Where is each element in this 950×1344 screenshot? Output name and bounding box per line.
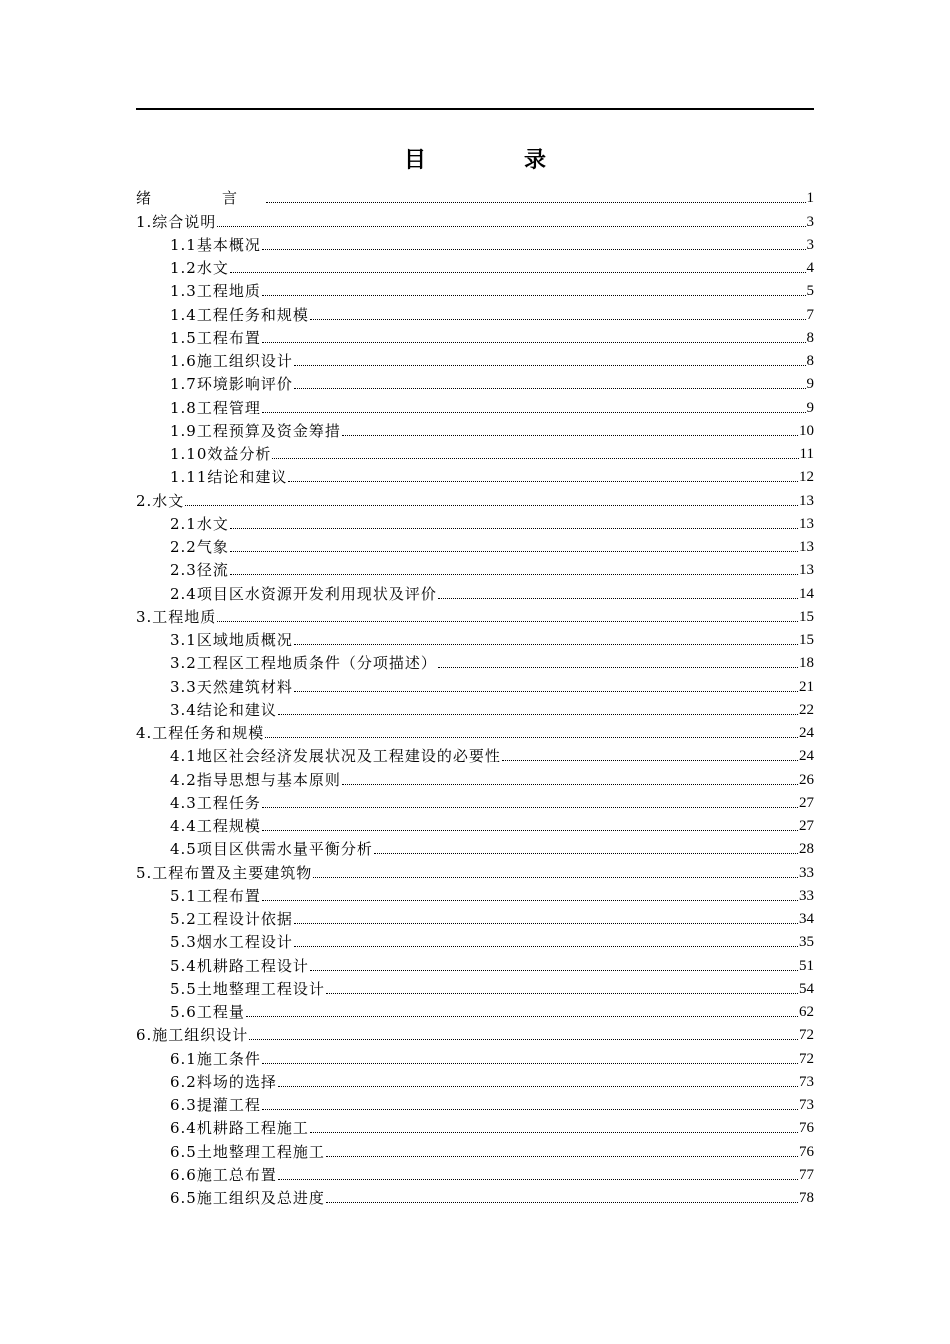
toc-entry[interactable] bbox=[136, 672, 814, 695]
toc-entry-label: 1.3工程地质 bbox=[170, 282, 261, 301]
toc-entry-label: 6.5施工组织及总进度 bbox=[170, 1189, 325, 1207]
dot-leader bbox=[326, 1202, 798, 1203]
dot-leader bbox=[262, 295, 806, 296]
toc-entry-page-number: 27 bbox=[799, 818, 814, 834]
toc-entry-label: 1.10效益分析 bbox=[170, 445, 272, 463]
toc-entry-label: 3.2工程区工程地质条件（分项描述） bbox=[170, 654, 437, 673]
toc-entry[interactable] bbox=[136, 556, 814, 579]
dot-leader bbox=[278, 714, 798, 715]
toc-entry-page-number: 26 bbox=[799, 771, 814, 788]
toc-entry-page-number: 1 bbox=[806, 190, 814, 207]
dot-leader bbox=[217, 621, 798, 622]
toc-entry-page-number: 15 bbox=[799, 608, 814, 625]
toc-entry-label: 6.3提灌工程 bbox=[170, 1096, 261, 1114]
toc-entry[interactable] bbox=[136, 649, 814, 672]
toc-entry-page-number: 11 bbox=[799, 446, 814, 462]
toc-entry-page-number: 73 bbox=[799, 1097, 814, 1113]
toc-entry-label: 5.4机耕路工程设计 bbox=[170, 956, 309, 975]
toc-entry-label: 绪 言 bbox=[136, 189, 266, 208]
toc-entry[interactable] bbox=[136, 998, 814, 1021]
toc-entry-page-number: 12 bbox=[799, 469, 814, 486]
dot-leader bbox=[342, 435, 798, 436]
toc-entry[interactable] bbox=[136, 1091, 814, 1114]
toc-entry-label: 5.工程布置及主要建筑物 bbox=[136, 863, 313, 882]
toc-entry-page-number: 76 bbox=[799, 1143, 814, 1160]
toc-entry-label: 1.8工程管理 bbox=[170, 398, 261, 417]
toc-entry[interactable] bbox=[136, 300, 814, 323]
toc-entry-page-number: 21 bbox=[799, 678, 814, 695]
toc-entry[interactable] bbox=[136, 254, 814, 277]
dot-leader bbox=[502, 760, 798, 761]
toc-entry-label: 5.5土地整理工程设计 bbox=[170, 979, 325, 998]
toc-entry-page-number: 27 bbox=[799, 794, 814, 811]
toc-entry[interactable] bbox=[136, 696, 814, 719]
toc-entry-label: 2.4项目区水资源开发利用现状及评价 bbox=[170, 584, 437, 603]
toc-entry-page-number: 54 bbox=[799, 980, 814, 997]
dot-leader bbox=[230, 528, 798, 529]
toc-entry-page-number: 18 bbox=[799, 655, 814, 672]
dot-leader bbox=[262, 1063, 798, 1064]
toc-entry-page-number: 35 bbox=[799, 934, 814, 951]
dot-leader bbox=[294, 644, 798, 645]
toc-entry[interactable] bbox=[136, 905, 814, 928]
toc-entry[interactable] bbox=[136, 370, 814, 393]
dot-leader bbox=[230, 551, 798, 552]
toc-entry-label: 6.1施工条件 bbox=[170, 1049, 261, 1068]
toc-entry-page-number: 5 bbox=[806, 283, 814, 300]
dot-leader bbox=[265, 737, 798, 738]
toc-entry-label: 3.1区域地质概况 bbox=[170, 631, 293, 649]
toc-entry-label: 2.1水文 bbox=[170, 514, 229, 533]
dot-leader bbox=[342, 784, 798, 785]
toc-entry-page-number: 8 bbox=[806, 329, 814, 346]
toc-entry-label: 5.6工程量 bbox=[170, 1003, 245, 1021]
toc-entry-label: 5.3烟水工程设计 bbox=[170, 933, 293, 952]
toc-entry[interactable] bbox=[136, 486, 814, 509]
toc-entry-label: 1.5工程布置 bbox=[170, 328, 261, 347]
toc-entry-label: 3.4结论和建议 bbox=[170, 700, 277, 719]
toc-entry-page-number: 7 bbox=[806, 306, 814, 323]
toc-entry[interactable] bbox=[136, 626, 814, 649]
toc-entry-label: 1.1基本概况 bbox=[170, 235, 261, 254]
toc-entry[interactable] bbox=[136, 928, 814, 951]
toc-entry[interactable] bbox=[136, 765, 814, 788]
toc-entry-page-number: 78 bbox=[799, 1190, 814, 1206]
dot-leader bbox=[294, 365, 806, 366]
dot-leader bbox=[262, 1109, 798, 1110]
toc-entry-page-number: 34 bbox=[799, 911, 814, 927]
dot-leader bbox=[374, 853, 798, 854]
toc-entry-page-number: 4 bbox=[806, 260, 814, 276]
toc-entry-page-number: 3 bbox=[806, 236, 814, 253]
dot-leader bbox=[294, 388, 806, 389]
toc-entry-page-number: 72 bbox=[799, 1050, 814, 1067]
toc-entry[interactable] bbox=[136, 1161, 814, 1184]
toc-entry[interactable] bbox=[136, 207, 814, 230]
toc-entry-label: 6.2料场的选择 bbox=[170, 1072, 277, 1091]
toc-entry-page-number: 13 bbox=[799, 492, 814, 509]
dot-leader bbox=[294, 923, 798, 924]
toc-entry-page-number: 28 bbox=[799, 841, 814, 858]
dot-leader bbox=[230, 574, 798, 575]
dot-leader bbox=[262, 900, 798, 901]
toc-entry-page-number: 24 bbox=[799, 748, 814, 765]
toc-entry-page-number: 8 bbox=[806, 353, 814, 369]
toc-entry-page-number: 14 bbox=[799, 585, 814, 602]
toc-entry-label: 5.1工程布置 bbox=[170, 886, 261, 905]
toc-entry-page-number: 13 bbox=[799, 515, 814, 532]
toc-entry-label: 1.9工程预算及资金筹措 bbox=[170, 421, 341, 440]
dot-leader bbox=[288, 481, 798, 482]
dot-leader bbox=[266, 202, 805, 203]
dot-leader bbox=[217, 226, 805, 227]
toc-entry[interactable] bbox=[136, 533, 814, 556]
toc-entry-page-number: 73 bbox=[799, 1073, 814, 1090]
toc-entry-page-number: 9 bbox=[806, 399, 814, 416]
toc-list bbox=[136, 184, 814, 1207]
toc-entry-label: 4.工程任务和规模 bbox=[136, 724, 265, 742]
toc-entry[interactable] bbox=[136, 184, 814, 207]
dot-leader bbox=[310, 970, 798, 971]
toc-entry[interactable] bbox=[136, 393, 814, 416]
toc-entry-page-number: 22 bbox=[799, 701, 814, 718]
dot-leader bbox=[230, 272, 806, 273]
toc-entry-page-number: 77 bbox=[799, 1166, 814, 1183]
toc-entry-label: 1.6施工组织设计 bbox=[170, 352, 293, 370]
toc-entry-page-number: 24 bbox=[799, 725, 814, 741]
toc-entry[interactable] bbox=[136, 277, 814, 300]
toc-entry-label: 4.3工程任务 bbox=[170, 793, 261, 812]
dot-leader bbox=[278, 1179, 798, 1180]
toc-entry[interactable] bbox=[136, 975, 814, 998]
dot-leader bbox=[262, 830, 798, 831]
toc-entry-label: 2.3径流 bbox=[170, 561, 229, 580]
toc-entry-label: 1.2水文 bbox=[170, 259, 229, 277]
toc-entry-label: 1.4工程任务和规模 bbox=[170, 305, 309, 324]
toc-entry-page-number: 10 bbox=[799, 422, 814, 439]
toc-entry[interactable] bbox=[136, 1044, 814, 1067]
toc-entry-page-number: 33 bbox=[799, 887, 814, 904]
dot-leader bbox=[278, 1086, 798, 1087]
toc-entry[interactable] bbox=[136, 719, 814, 742]
toc-entry[interactable] bbox=[136, 1137, 814, 1160]
toc-entry[interactable] bbox=[136, 347, 814, 370]
toc-entry[interactable] bbox=[136, 812, 814, 835]
dot-leader bbox=[438, 667, 798, 668]
toc-entry[interactable] bbox=[136, 835, 814, 858]
toc-entry[interactable] bbox=[136, 231, 814, 254]
toc-entry[interactable] bbox=[136, 858, 814, 881]
toc-entry-label: 2.2气象 bbox=[170, 538, 229, 556]
toc-entry[interactable] bbox=[136, 324, 814, 347]
toc-entry-label: 6.施工组织设计 bbox=[136, 1026, 249, 1045]
toc-entry-label: 4.5项目区供需水量平衡分析 bbox=[170, 840, 373, 859]
toc-entry[interactable] bbox=[136, 1068, 814, 1091]
toc-entry[interactable] bbox=[136, 440, 814, 463]
toc-entry-page-number: 51 bbox=[799, 957, 814, 974]
dot-leader bbox=[326, 993, 798, 994]
dot-leader bbox=[310, 1132, 798, 1133]
toc-entry-label: 6.6施工总布置 bbox=[170, 1165, 277, 1184]
toc-entry-page-number: 72 bbox=[799, 1027, 814, 1044]
toc-entry[interactable] bbox=[136, 463, 814, 486]
dot-leader bbox=[262, 807, 798, 808]
dot-leader bbox=[246, 1016, 798, 1017]
toc-entry[interactable] bbox=[136, 510, 814, 533]
toc-entry-label: 1.综合说明 bbox=[136, 212, 217, 231]
toc-entry-page-number: 9 bbox=[806, 376, 814, 393]
dot-leader bbox=[294, 946, 798, 947]
toc-entry[interactable] bbox=[136, 1114, 814, 1137]
toc-entry-label: 5.2工程设计依据 bbox=[170, 910, 293, 928]
toc-entry[interactable] bbox=[136, 417, 814, 440]
toc-entry-page-number: 33 bbox=[799, 864, 814, 881]
toc-entry-page-number: 76 bbox=[799, 1120, 814, 1137]
dot-leader bbox=[262, 342, 806, 343]
dot-leader bbox=[249, 1039, 798, 1040]
toc-entry[interactable] bbox=[136, 882, 814, 905]
toc-entry-label: 6.5土地整理工程施工 bbox=[170, 1142, 325, 1161]
toc-entry[interactable] bbox=[136, 742, 814, 765]
dot-leader bbox=[185, 505, 798, 506]
toc-entry-label: 2.水文 bbox=[136, 491, 185, 510]
toc-entry[interactable] bbox=[136, 579, 814, 602]
header-rule bbox=[136, 108, 814, 110]
toc-entry-label: 4.2指导思想与基本原则 bbox=[170, 770, 341, 789]
page-title: 目 录 bbox=[403, 148, 584, 173]
toc-entry-label: 3.工程地质 bbox=[136, 607, 217, 626]
dot-leader bbox=[310, 319, 806, 320]
toc-entry-page-number: 13 bbox=[799, 562, 814, 579]
dot-leader bbox=[262, 412, 806, 413]
toc-entry-label: 6.4机耕路工程施工 bbox=[170, 1119, 309, 1138]
dot-leader bbox=[326, 1156, 798, 1157]
dot-leader bbox=[294, 691, 798, 692]
toc-entry-page-number: 62 bbox=[799, 1004, 814, 1020]
dot-leader bbox=[262, 249, 806, 250]
toc-entry-label: 4.1地区社会经济发展状况及工程建设的必要性 bbox=[170, 747, 501, 766]
dot-leader bbox=[438, 598, 798, 599]
toc-entry[interactable] bbox=[136, 603, 814, 626]
toc-entry[interactable] bbox=[136, 1184, 814, 1207]
toc-entry-label: 1.11结论和建议 bbox=[170, 468, 288, 487]
toc-entry-page-number: 3 bbox=[806, 213, 814, 230]
toc-entry[interactable] bbox=[136, 1021, 814, 1044]
dot-leader bbox=[313, 877, 798, 878]
toc-entry[interactable] bbox=[136, 951, 814, 974]
toc-entry[interactable] bbox=[136, 789, 814, 812]
toc-entry-page-number: 13 bbox=[799, 539, 814, 555]
toc-entry-label: 1.7环境影响评价 bbox=[170, 375, 293, 394]
toc-entry-label: 4.4工程规模 bbox=[170, 817, 261, 835]
toc-entry-label: 3.3天然建筑材料 bbox=[170, 677, 293, 696]
toc-entry-page-number: 15 bbox=[799, 632, 814, 648]
dot-leader bbox=[272, 458, 798, 459]
